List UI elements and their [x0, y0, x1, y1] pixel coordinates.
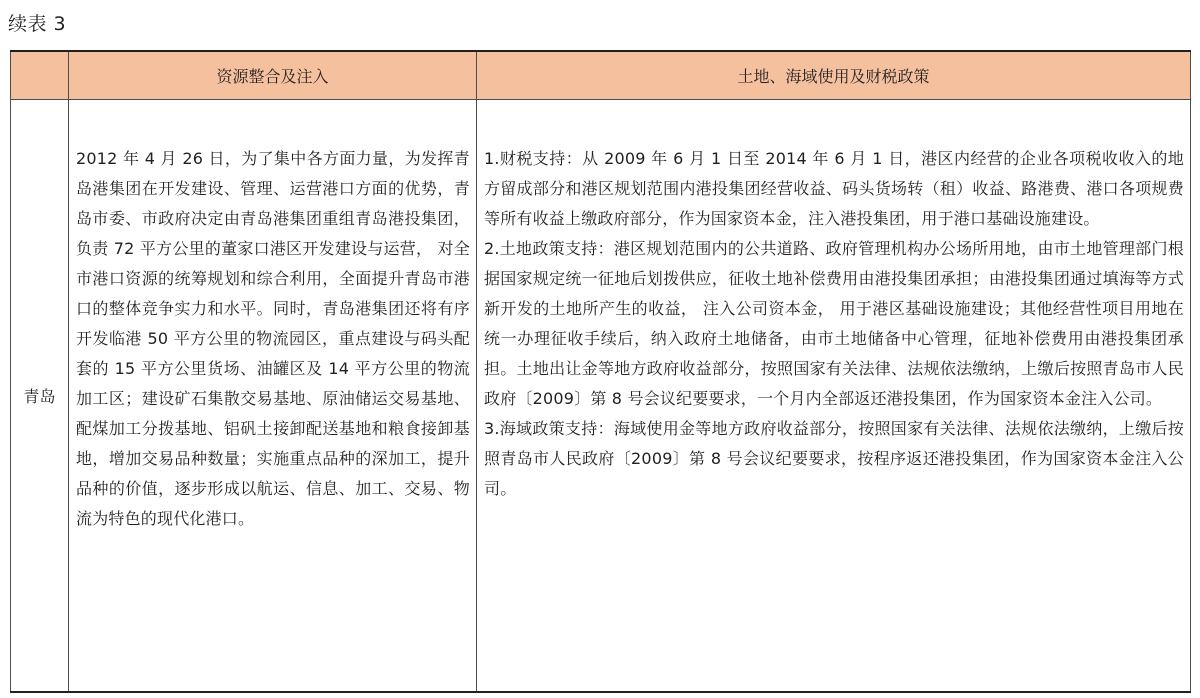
table-caption: 续表 3	[8, 13, 67, 35]
resource-text: 2012 年 4 月 26 日，为了集中各方面力量，为发挥青岛港集团在开发建设、管理、运营港口方面的优势，青岛市委、市政府决定由青岛港集团重组青岛港投集团，负责 72 平方公里的董家口港区开发建设与运营， 对全市港口资源的统筹规划和综合利用，全面提升青岛市港口的整体竞争实力和水平。同时，青岛港集团还将有序开发临港 50 平方公里的物流园区，重点建设与码头配套的 15 平方公里货场、油罐区及 14 平方公里的物流加工区；建设矿石集散交易基地、原油储运交易基地、配煤加工分拨基地、铝矾土接卸配送基地和粮食接卸基地，增加交易品种数量；实施重点品种的深加工，提升品种的价值，逐步形成以航运、信息、加工、交易、物流为特色的现代化港口。	[76, 149, 470, 528]
header-region	[11, 51, 69, 100]
policy-table	[10, 50, 1191, 693]
region-cell: 青岛	[11, 100, 69, 693]
policy-item-fiscal: 1.财税支持：从 2009 年 6 月 1 日至 2014 年 6 月 1 日，港区内经营的企业各项税收收入的地方留成部分和港区规划范围内港投集团经营收益、码头货场转（租）收益、路港费、港口各项规费等所有收益上缴政府部分，作为国家资本金，注入港投集团，用于港口基础设施建设。	[484, 149, 1184, 228]
resource-cell	[69, 100, 477, 693]
table-row	[11, 100, 1191, 693]
policy-cell	[477, 100, 1191, 693]
table-header-row	[11, 51, 1191, 100]
policy-list	[477, 100, 1190, 504]
policy-item-sea: 3.海域政策支持：海域使用金等地方政府收益部分，按照国家有关法律、法规依法缴纳，上缴后按照青岛市人民政府〔2009〕第 8 号会议纪要要求，按程序返还港投集团，作为国家资本金注入公司。	[484, 419, 1184, 498]
header-resource-integration: 资源整合及注入	[69, 51, 477, 100]
policy-item-land: 2.土地政策支持：港区规划范围内的公共道路、政府管理机构办公场所用地，由市土地管理部门根据国家规定统一征地后划拨供应，征收土地补偿费用由港投集团承担；由港投集团通过填海等方式新开发的土地所产生的收益， 注入公司资本金， 用于港区基础设施建设；其他经营性项目用地在统一办理征收手续后，纳入政府土地储备，由市土地储备中心管理，征地补偿费用由港投集团承担。土地出让金等地方政府收益部分，按照国家有关法律、法规依法缴纳，上缴后按照青岛市人民政府〔2009〕第 8 号会议纪要要求，一个月内全部返还港投集团，作为国家资本金注入公司。	[484, 239, 1184, 408]
header-land-sea-tax-policy: 土地、海域使用及财税政策	[477, 51, 1191, 100]
